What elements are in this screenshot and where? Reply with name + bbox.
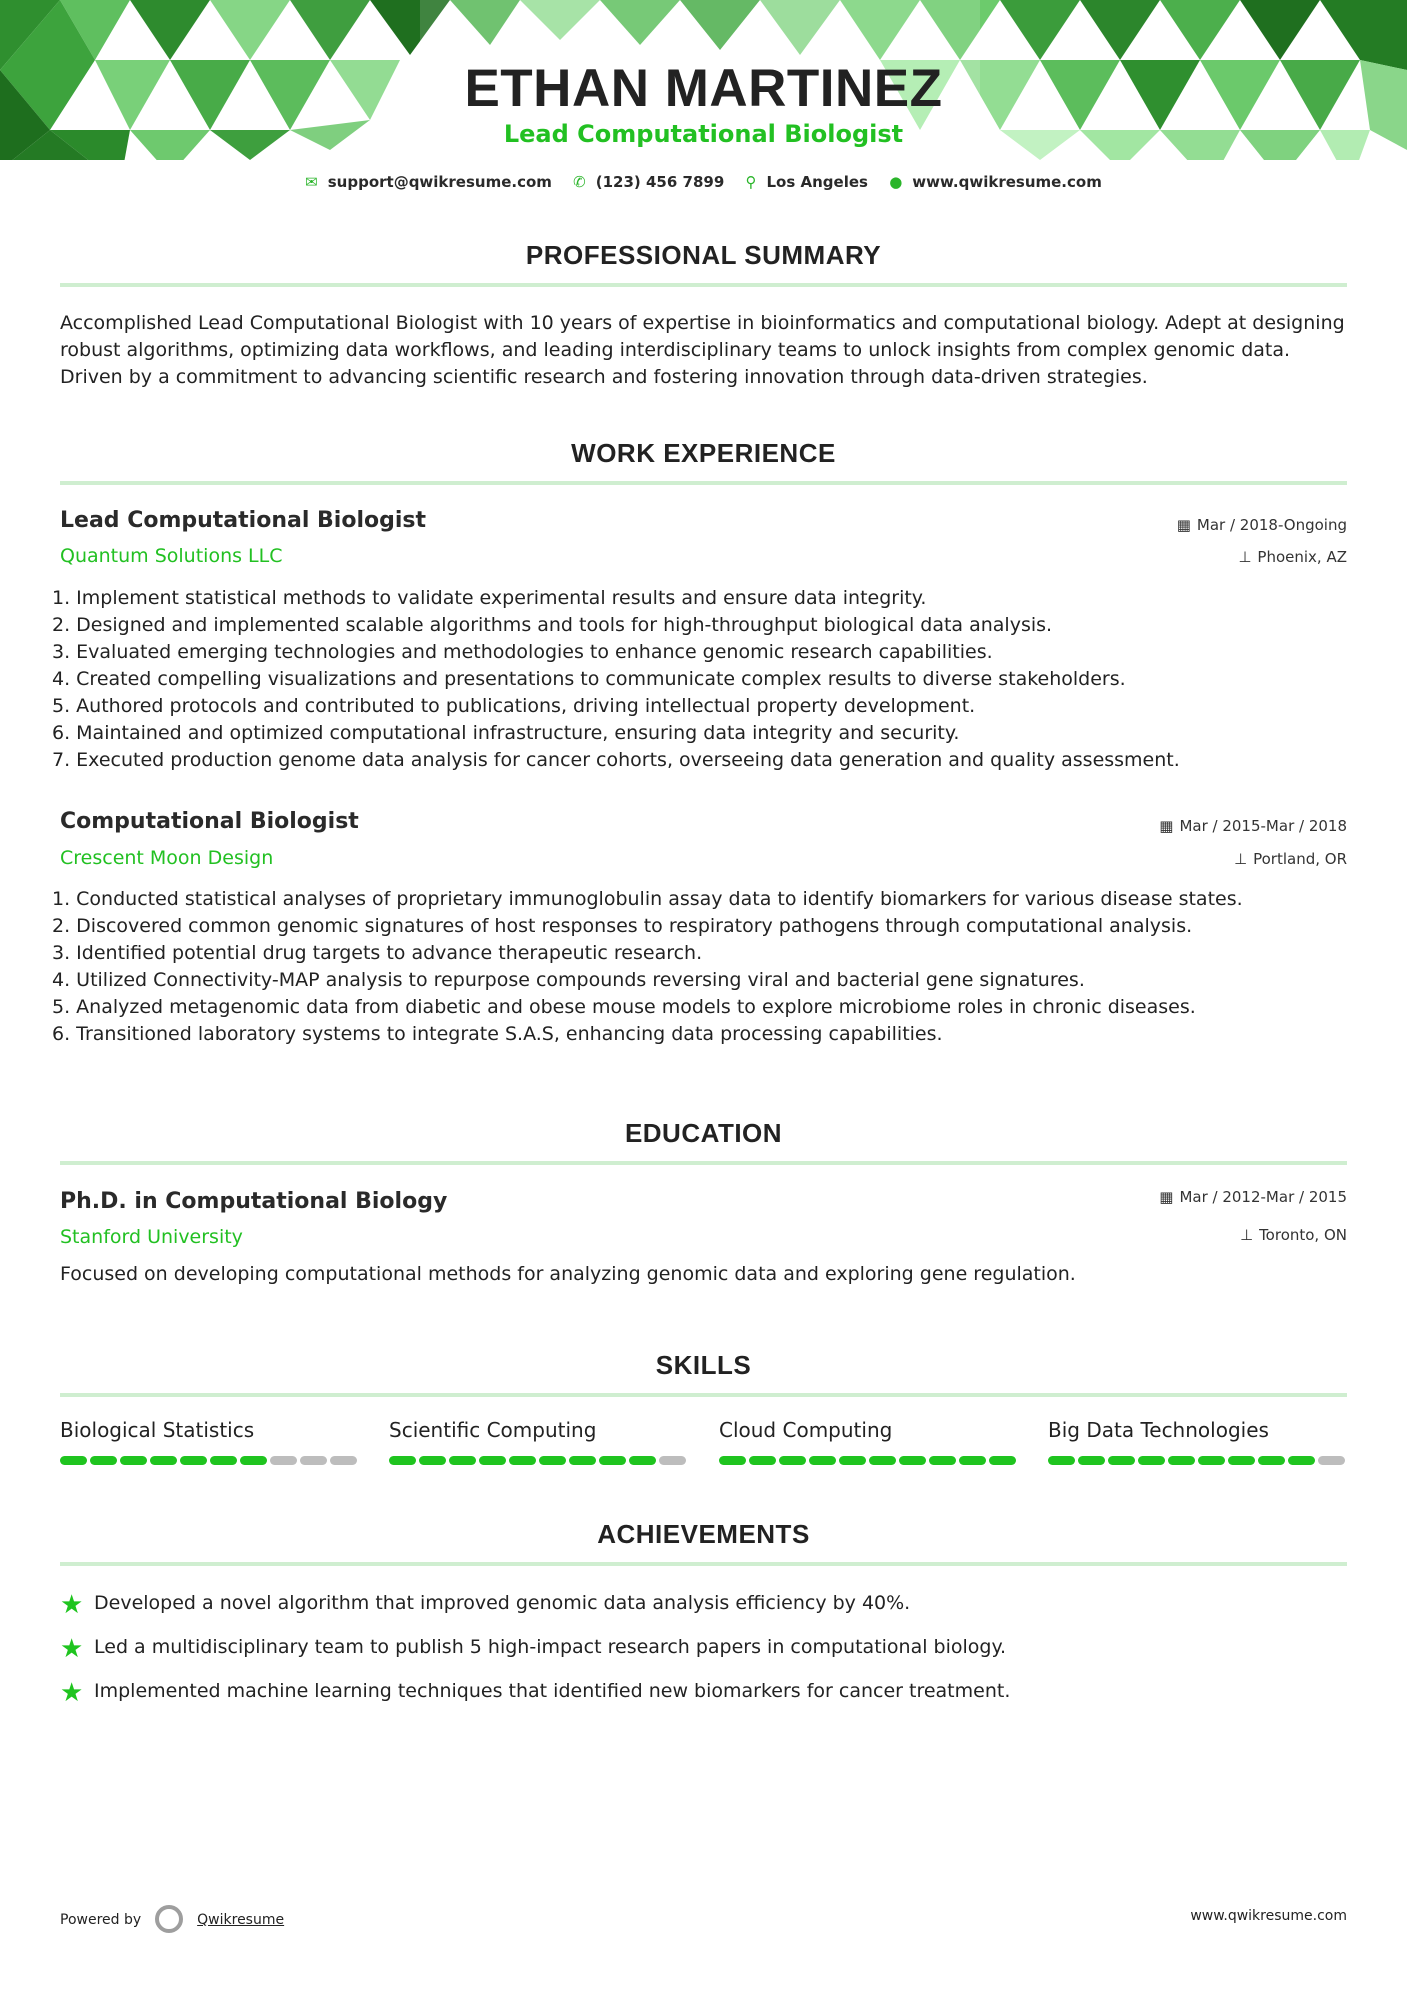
skill-bar xyxy=(389,1456,689,1465)
skill-segment xyxy=(1168,1456,1195,1465)
job-1-company: Quantum Solutions LLC xyxy=(60,545,283,567)
list-item: 4. Created compelling visualizations and presentations to communicate complex results to diverse stakeholders. xyxy=(52,668,1126,690)
job-1-dates-text: Mar / 2018-Ongoing xyxy=(1196,516,1347,534)
list-item: 4. Utilized Connectivity-MAP analysis to repurpose compounds reversing viral and bacterial gene signatures. xyxy=(52,969,1085,991)
list-item: 1. Conducted statistical analyses of proprietary immunoglobulin assay data to identify biomarkers for various disease states. xyxy=(52,888,1243,910)
skill-segment xyxy=(989,1456,1016,1465)
qwikresume-logo-icon xyxy=(155,1905,183,1933)
phone-icon: ✆ xyxy=(573,173,586,191)
skill-name: Scientific Computing xyxy=(389,1418,597,1442)
skill-item xyxy=(60,1418,360,1465)
list-item: 6. Transitioned laboratory systems to integrate S.A.S, enhancing data processing capabilities. xyxy=(52,1023,943,1045)
list-item: 5. Analyzed metagenomic data from diabetic and obese mouse models to explore microbiome roles in chronic diseases. xyxy=(52,996,1196,1018)
star-icon: ★ xyxy=(60,1678,84,1708)
list-item: 2. Discovered common genomic signatures of host responses to respiratory pathogens through computational analysis. xyxy=(52,915,1193,937)
job-2-location-text: Portland, OR xyxy=(1253,850,1347,868)
skill-segment xyxy=(539,1456,566,1465)
skill-segment xyxy=(330,1456,357,1465)
skill-item xyxy=(389,1418,689,1465)
skill-bar xyxy=(719,1456,1019,1465)
candidate-name: ETHAN MARTINEZ xyxy=(464,59,943,118)
list-item: 5. Authored protocols and contributed to publications, driving intellectual property development. xyxy=(52,695,976,717)
summary-text: Accomplished Lead Computational Biologist with 10 years of expertise in bioinformatics and computational biology. Adept at designing robust algorithms, optimizing data workflows, and leading interdisciplinary teams to unlock insights from complex genomic data. Driven by a commitment to advancing scientific research and fostering innovation through data-driven strategies. xyxy=(60,312,1345,388)
job-2-location xyxy=(1234,850,1347,868)
skill-segment xyxy=(180,1456,207,1465)
list-item: 3. Identified potential drug targets to advance therapeutic research. xyxy=(52,942,703,964)
skill-segment xyxy=(1288,1456,1315,1465)
footer-website[interactable]: www.qwikresume.com xyxy=(1190,1908,1347,1924)
calendar-icon: ▦ xyxy=(1159,817,1174,835)
skill-name: Biological Statistics xyxy=(60,1418,255,1442)
skill-segment xyxy=(210,1456,237,1465)
summary-heading: PROFESSIONAL SUMMARY xyxy=(525,240,882,270)
skill-segment xyxy=(120,1456,147,1465)
job-1-location xyxy=(1238,548,1347,566)
achievement-text: Implemented machine learning techniques that identified new biomarkers for cancer treatment. xyxy=(94,1680,1011,1702)
skill-name: Big Data Technologies xyxy=(1048,1418,1269,1442)
qwikresume-link[interactable]: Qwikresume xyxy=(197,1912,285,1928)
achievement-text: Led a multidisciplinary team to publish 5 high-impact research papers in computational biology. xyxy=(94,1636,1007,1658)
globe-icon: ● xyxy=(889,173,903,191)
envelope-icon: ✉ xyxy=(305,173,318,191)
education-location xyxy=(1240,1226,1347,1244)
experience-heading: WORK EXPERIENCE xyxy=(571,438,836,468)
job-2-dates xyxy=(1159,817,1347,835)
skill-segment xyxy=(240,1456,267,1465)
calendar-icon: ▦ xyxy=(1176,516,1191,534)
skill-segment xyxy=(419,1456,446,1465)
skill-segment xyxy=(1048,1456,1075,1465)
skill-bar xyxy=(60,1456,360,1465)
skill-segment xyxy=(389,1456,416,1465)
skill-segment xyxy=(300,1456,327,1465)
candidate-title: Lead Computational Biologist xyxy=(503,120,904,148)
job-2-dates-text: Mar / 2015-Mar / 2018 xyxy=(1179,817,1347,835)
skill-segment xyxy=(809,1456,836,1465)
skill-segment xyxy=(1318,1456,1345,1465)
education-description: Focused on developing computational methods for analyzing genomic data and exploring gene regulation. xyxy=(60,1263,1076,1285)
list-item: 6. Maintained and optimized computational infrastructure, ensuring data integrity and security. xyxy=(52,722,960,744)
map-marker-icon: ⚲ xyxy=(745,173,757,191)
skill-segment xyxy=(1138,1456,1165,1465)
star-icon: ★ xyxy=(60,1634,84,1664)
powered-by-label: Powered by xyxy=(60,1912,142,1928)
skill-segment xyxy=(509,1456,536,1465)
list-item: 1. Implement statistical methods to validate experimental results and ensure data integrity. xyxy=(52,587,927,609)
skill-segment xyxy=(150,1456,177,1465)
skill-segment xyxy=(959,1456,986,1465)
contact-website-text: www.qwikresume.com xyxy=(912,173,1102,191)
skill-segment xyxy=(659,1456,686,1465)
job-2-title: Computational Biologist xyxy=(60,809,359,834)
footer-powered-by xyxy=(60,1905,284,1933)
job-1-title: Lead Computational Biologist xyxy=(60,508,427,533)
skill-segment xyxy=(719,1456,746,1465)
achievement-item xyxy=(60,1678,1350,1708)
skill-segment xyxy=(1108,1456,1135,1465)
pin-icon: ⊥ xyxy=(1239,1226,1254,1244)
skill-segment xyxy=(929,1456,956,1465)
skill-segment xyxy=(60,1456,87,1465)
skill-segment xyxy=(749,1456,776,1465)
contact-website[interactable] xyxy=(889,173,1102,191)
skill-segment xyxy=(869,1456,896,1465)
skills-heading: SKILLS xyxy=(655,1350,752,1380)
job-1-dates xyxy=(1177,516,1347,534)
achievement-item xyxy=(60,1634,1350,1664)
contact-location-text: Los Angeles xyxy=(766,173,868,191)
education-school: Stanford University xyxy=(60,1226,243,1248)
contact-location xyxy=(746,173,868,191)
pin-icon: ⊥ xyxy=(1238,548,1252,566)
skill-segment xyxy=(1078,1456,1105,1465)
job-1-location-text: Phoenix, AZ xyxy=(1257,548,1347,566)
job-1-bullets xyxy=(52,585,1352,774)
skill-name: Cloud Computing xyxy=(719,1418,893,1442)
skill-segment xyxy=(899,1456,926,1465)
education-degree: Ph.D. in Computational Biology xyxy=(60,1189,448,1214)
skill-segment xyxy=(90,1456,117,1465)
achievement-text: Developed a novel algorithm that improved genomic data analysis efficiency by 40%. xyxy=(94,1592,911,1614)
achievements-divider xyxy=(60,1562,1347,1566)
skill-item xyxy=(719,1418,1019,1465)
calendar-icon: ▦ xyxy=(1159,1188,1174,1206)
education-dates xyxy=(1159,1188,1347,1206)
education-heading: EDUCATION xyxy=(624,1118,783,1148)
skill-segment xyxy=(1228,1456,1255,1465)
star-icon: ★ xyxy=(60,1590,84,1620)
skill-segment xyxy=(599,1456,626,1465)
contact-phone-text: (123) 456 7899 xyxy=(595,173,725,191)
skill-segment xyxy=(839,1456,866,1465)
experience-divider xyxy=(60,481,1347,485)
job-2-company: Crescent Moon Design xyxy=(60,847,274,869)
list-item: 3. Evaluated emerging technologies and methodologies to enhance genomic research capabilities. xyxy=(52,641,993,663)
skill-item xyxy=(1048,1418,1348,1465)
contact-bar xyxy=(0,173,1407,191)
summary-divider xyxy=(60,283,1347,287)
skill-segment xyxy=(479,1456,506,1465)
skill-segment xyxy=(270,1456,297,1465)
skill-segment xyxy=(1198,1456,1225,1465)
skill-segment xyxy=(1258,1456,1285,1465)
pin-icon: ⊥ xyxy=(1234,850,1248,868)
skill-bar xyxy=(1048,1456,1348,1465)
education-divider xyxy=(60,1161,1347,1165)
skills-divider xyxy=(60,1393,1347,1397)
achievements-heading: ACHIEVEMENTS xyxy=(597,1519,810,1549)
education-location-text: Toronto, ON xyxy=(1259,1226,1347,1244)
contact-email[interactable] xyxy=(305,173,552,191)
skill-segment xyxy=(449,1456,476,1465)
skill-segment xyxy=(779,1456,806,1465)
skill-segment xyxy=(629,1456,656,1465)
skill-segment xyxy=(569,1456,596,1465)
education-dates-text: Mar / 2012-Mar / 2015 xyxy=(1179,1188,1347,1206)
achievement-item xyxy=(60,1590,1350,1620)
job-2-bullets xyxy=(52,886,1352,1048)
contact-phone[interactable] xyxy=(573,173,724,191)
list-item: 7. Executed production genome data analysis for cancer cohorts, overseeing data generation and quality assessment. xyxy=(52,749,1180,771)
list-item: 2. Designed and implemented scalable algorithms and tools for high-throughput biological data analysis. xyxy=(52,614,1053,636)
contact-email-text: support@qwikresume.com xyxy=(327,173,552,191)
